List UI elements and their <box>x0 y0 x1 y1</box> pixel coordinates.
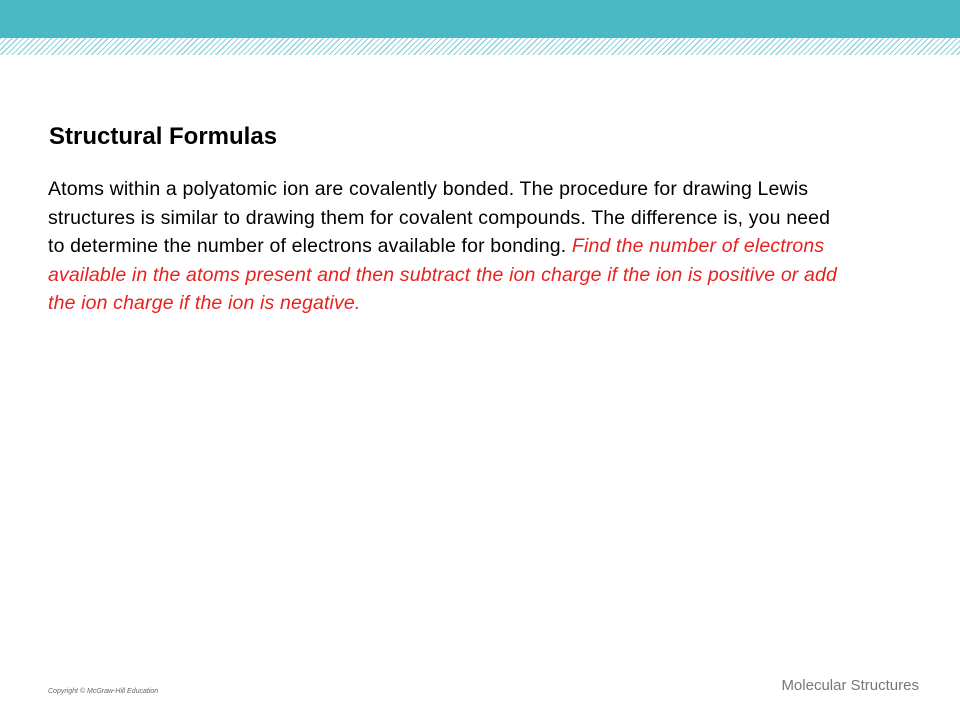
body-text-plain: Atoms within a polyatomic ion are covalently bonded. The procedure for drawing Lewis structures is similar to drawing them for covalent compounds. The difference is, you need to determine the number of electrons available for bonding. <box>48 178 831 257</box>
copyright-notice: Copyright © McGraw-Hill Education <box>48 688 159 695</box>
header-hatch-stripe <box>0 38 960 55</box>
header-banner <box>0 0 960 38</box>
deck-title-footer: Molecular Structures <box>781 677 919 694</box>
slide-body-paragraph <box>48 175 848 318</box>
slide-title: Structural Formulas <box>49 123 278 150</box>
body-text-emphasis: Find the number of electrons available in the atoms present and then subtract the ion charge if the ion is positive or add the ion charge if the ion is negative. <box>48 235 838 314</box>
